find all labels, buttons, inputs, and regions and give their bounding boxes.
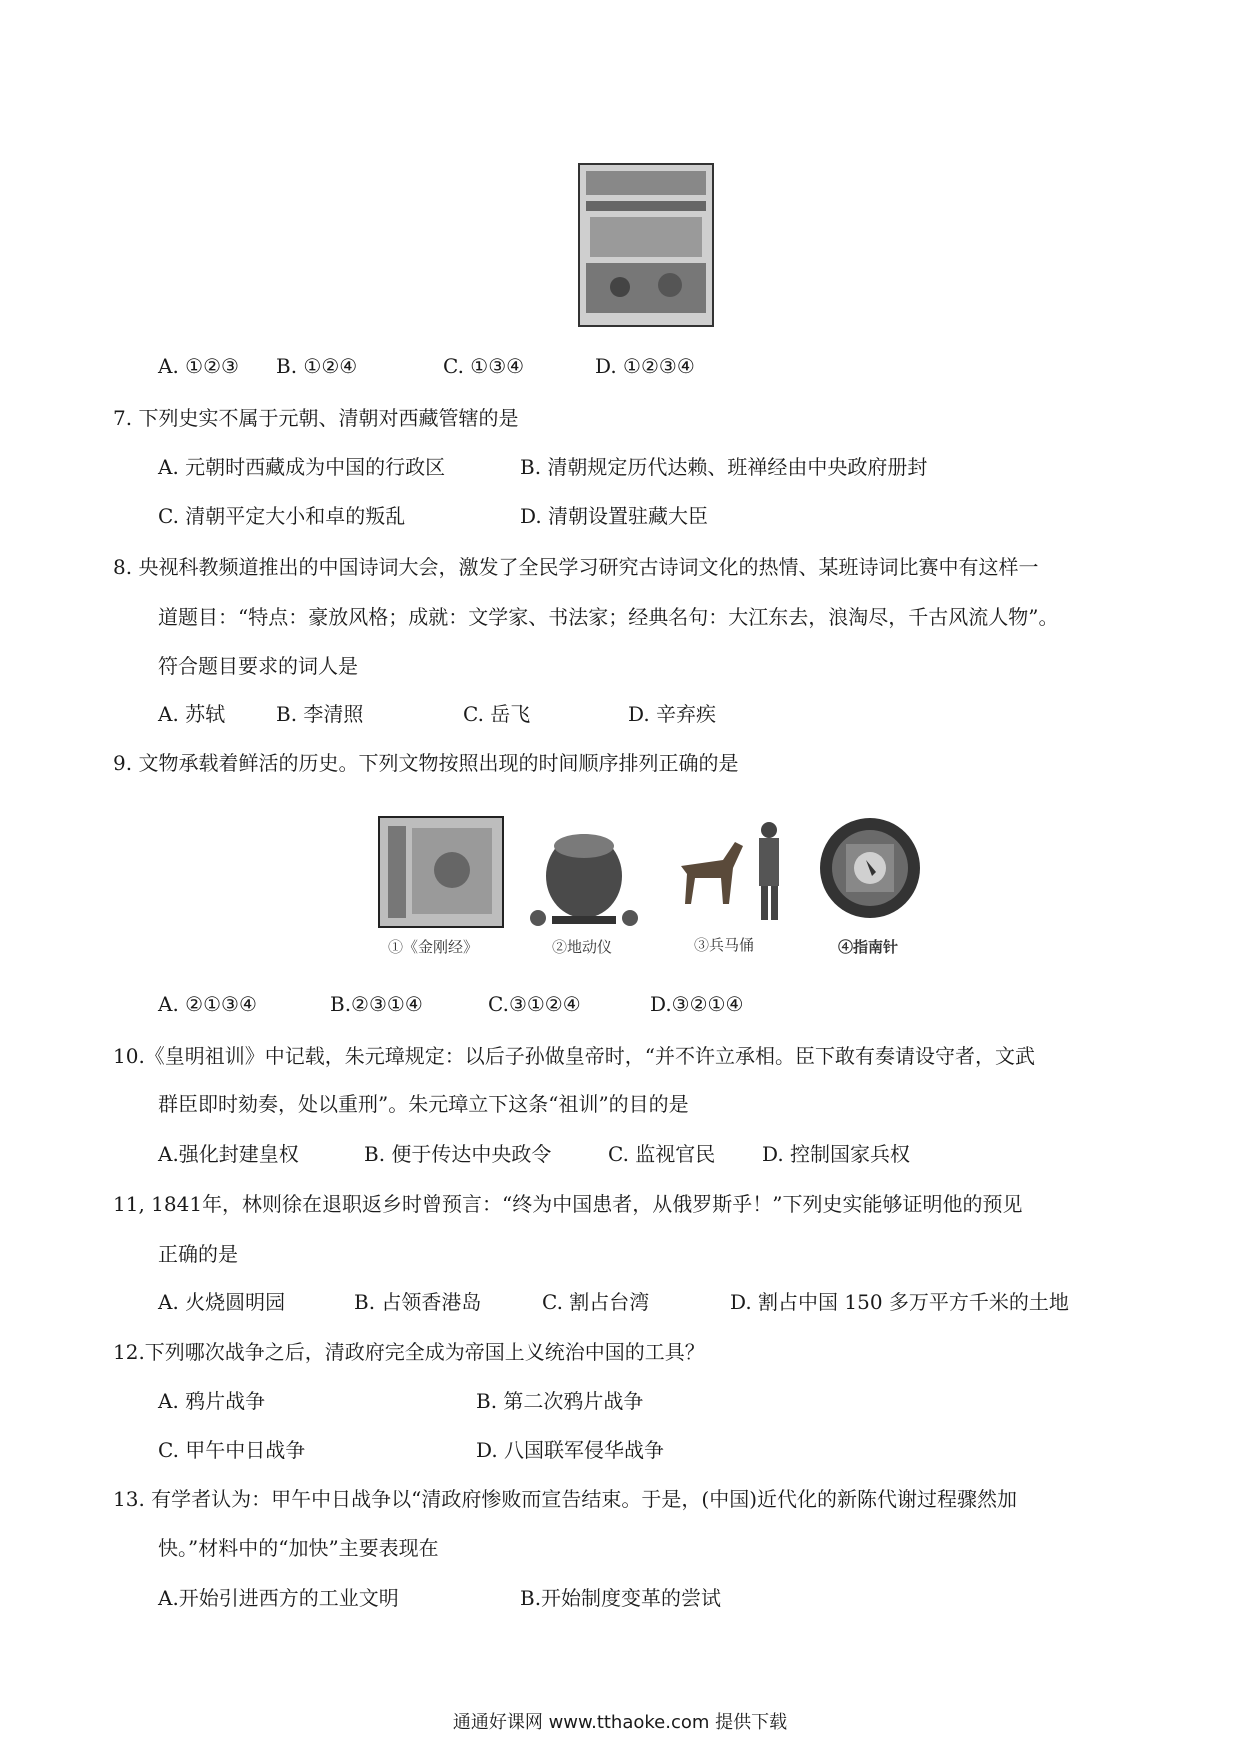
q11-stem-line2: 正确的是 bbox=[158, 1242, 238, 1266]
caption-terracotta: ③兵马俑 bbox=[694, 936, 755, 954]
q8-stem-line3: 符合题目要求的词人是 bbox=[158, 654, 358, 678]
q13-stem-line2: 快。”材料中的“加快”主要表现在 bbox=[158, 1536, 439, 1560]
option-a[interactable]: A. 元朝时西藏成为中国的行政区 bbox=[158, 455, 446, 479]
q8-stem-line1: 8. 央视科教频道推出的中国诗词大会，激发了全民学习研究古诗词文化的热情、某班诗词比赛中有这样一 bbox=[113, 555, 1039, 579]
option-d[interactable]: D. 八国联军侵华战争 bbox=[476, 1438, 665, 1462]
option-c[interactable]: C. 甲午中日战争 bbox=[158, 1438, 306, 1462]
option-c[interactable]: C. 割占台湾 bbox=[542, 1290, 650, 1314]
option-a[interactable]: A. 火烧圆明园 bbox=[158, 1290, 286, 1314]
seismograph-image bbox=[526, 820, 646, 932]
option-c[interactable]: C. 监视官民 bbox=[608, 1142, 716, 1166]
option-b[interactable]: B. 第二次鸦片战争 bbox=[476, 1389, 644, 1413]
q11-stem-line1: 11, 1841年，林则徐在退职返乡时曾预言：“终为中国患者，从俄罗斯乎！”下列史实能够证明他的预见 bbox=[113, 1192, 1023, 1216]
caption-compass: ④指南针 bbox=[838, 938, 899, 956]
option-a[interactable]: A.开始引进西方的工业文明 bbox=[158, 1586, 399, 1610]
option-b[interactable]: B.②③①④ bbox=[330, 992, 423, 1016]
compass-image bbox=[818, 816, 924, 922]
option-b[interactable]: B.开始制度变革的尝试 bbox=[520, 1586, 722, 1610]
option-b[interactable]: B. 清朝规定历代达赖、班禅经由中央政府册封 bbox=[520, 455, 928, 479]
option-b[interactable]: B. 李清照 bbox=[276, 702, 364, 726]
diamond-sutra-image bbox=[378, 816, 504, 928]
option-b[interactable]: B. 占领香港岛 bbox=[354, 1290, 482, 1314]
q9-artifact-figure bbox=[378, 812, 923, 962]
q10-stem-line2: 群臣即时劾奏，处以重刑”。朱元璋立下这条“祖训”的目的是 bbox=[158, 1092, 689, 1116]
diamond-sutra-illustration bbox=[380, 818, 502, 926]
option-a[interactable]: A.强化封建皇权 bbox=[158, 1142, 299, 1166]
option-d[interactable]: D. 控制国家兵权 bbox=[762, 1142, 911, 1166]
printed-page-illustration bbox=[580, 165, 712, 325]
printed-page-image bbox=[578, 163, 714, 327]
q10-stem-line1: 10.《皇明祖训》中记载，朱元璋规定：以后子孙做皇帝时，“并不许立承相。臣下敢有奏请设守者，文武 bbox=[113, 1044, 1036, 1068]
q12-stem: 12.下列哪次战争之后，清政府完全成为帝国上义统治中国的工具？ bbox=[113, 1340, 705, 1364]
q13-stem-line1: 13. 有学者认为：甲午中日战争以“清政府惨败而宣告结束。于是，(中国)近代化的新陈代谢过程骤然加 bbox=[113, 1487, 1017, 1511]
option-a[interactable]: A. ②①③④ bbox=[158, 992, 257, 1016]
caption-seismograph: ②地动仪 bbox=[552, 938, 613, 956]
option-d[interactable]: D. 辛弃疾 bbox=[628, 702, 717, 726]
q9-stem: 9. 文物承载着鲜活的历史。下列文物按照出现的时间顺序排列正确的是 bbox=[113, 751, 739, 775]
option-c[interactable]: C.③①②④ bbox=[488, 992, 581, 1016]
page-footer: 通通好课网 www.tthaoke.com 提供下载 bbox=[452, 1712, 788, 1733]
option-a[interactable]: A. 鸦片战争 bbox=[158, 1389, 266, 1413]
option-b[interactable]: B. 便于传达中央政令 bbox=[364, 1142, 552, 1166]
q7-stem: 7. 下列史实不属于元朝、清朝对西藏管辖的是 bbox=[113, 406, 519, 430]
option-c[interactable]: C. 岳飞 bbox=[463, 702, 531, 726]
option-d[interactable]: D. 割占中国 150 多万平方千米的土地 bbox=[730, 1290, 1069, 1314]
caption-diamond-sutra: ①《金刚经》 bbox=[388, 938, 479, 956]
q8-stem-line2: 道题目：“特点：豪放风格；成就：文学家、书法家；经典名句：大江东去，浪淘尽，千古风流人物”。 bbox=[158, 605, 1059, 629]
option-d[interactable]: D.③②①④ bbox=[650, 992, 744, 1016]
option-c[interactable]: C. ①③④ bbox=[443, 354, 525, 378]
option-a[interactable]: A. 苏轼 bbox=[158, 702, 226, 726]
option-a[interactable]: A. ①②③ bbox=[158, 354, 239, 378]
option-d[interactable]: D. ①②③④ bbox=[595, 354, 695, 378]
option-d[interactable]: D. 清朝设置驻藏大臣 bbox=[520, 504, 709, 528]
option-c[interactable]: C. 清朝平定大小和卓的叛乱 bbox=[158, 504, 406, 528]
option-b[interactable]: B. ①②④ bbox=[276, 354, 358, 378]
terracotta-army-image bbox=[673, 812, 793, 930]
